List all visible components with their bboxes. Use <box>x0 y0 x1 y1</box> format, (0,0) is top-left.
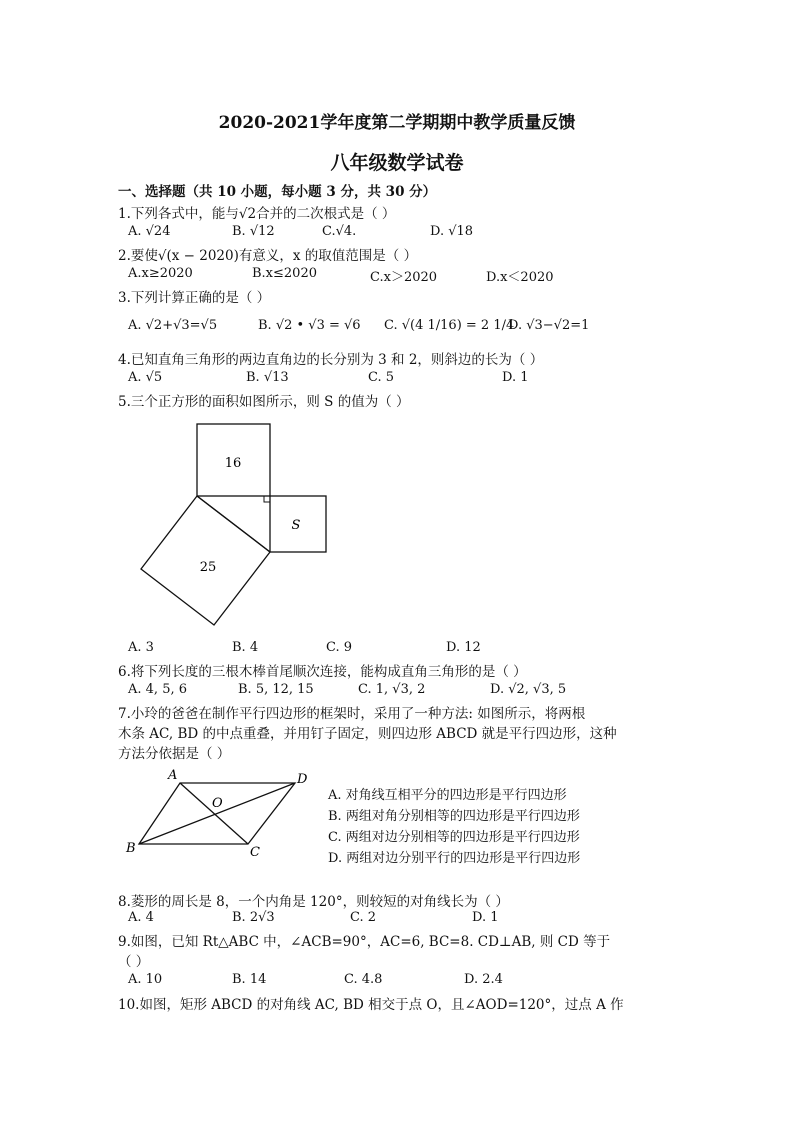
q5-squares-figure <box>130 415 345 635</box>
label-o: O <box>212 796 223 811</box>
q8-option-c: C. 2 <box>350 910 377 925</box>
q4-stem: 4.已知直角三角形的两边直角边的长分别为 3 和 2，则斜边的长为（ ） <box>118 352 544 368</box>
q7-option-b: B. 两组对角分别相等的四边形是平行四边形 <box>328 809 580 824</box>
q3-option-d: D. √3−√2=1 <box>508 318 590 333</box>
right-angle-mark <box>264 496 270 502</box>
q8-option-a: A. 4 <box>128 910 154 925</box>
label-16: 16 <box>224 456 242 471</box>
q8-option-b: B. 2√3 <box>232 910 275 925</box>
q4-option-d: D. 1 <box>502 370 529 385</box>
q4-option-b: B. √13 <box>246 370 289 385</box>
q6-option-b: B. 5, 12, 15 <box>238 682 314 697</box>
q1-option-b: B. √12 <box>232 224 275 239</box>
exam-title: 2020-2021学年度第二学期期中教学质量反馈 <box>218 113 576 133</box>
q7-line2: 木条 AC, BD 的中点重叠，并用钉子固定，则四边形 ABCD 就是平行四边形，这种 <box>118 726 617 742</box>
q8-option-d: D. 1 <box>472 910 499 925</box>
q2-stem: 2.要使√(x − 2020)有意义，x 的取值范围是（ ） <box>118 248 418 264</box>
label-a: A <box>168 768 178 783</box>
q4-option-a: A. √5 <box>128 370 163 385</box>
q2-option-b: B.x≤2020 <box>252 266 317 281</box>
q1-stem: 1.下列各式中，能与√2合并的二次根式是（ ） <box>118 206 396 222</box>
q2-option-d: D.x＜2020 <box>486 270 554 285</box>
q1-option-c: C.√4. <box>322 224 357 239</box>
q1-option-d: D. √18 <box>430 224 474 239</box>
q7-line1: 7.小玲的爸爸在制作平行四边形的框架时，采用了一种方法: 如图所示，将两根 <box>118 706 586 722</box>
section-heading: 一、选择题（共 10 小题，每小题 3 分，共 30 分） <box>118 184 437 200</box>
diagonal-ac <box>180 783 248 844</box>
q5-stem: 5.三个正方形的面积如图所示，则 S 的值为（ ） <box>118 394 410 410</box>
q10-line1: 10.如图，矩形 ABCD 的对角线 AC, BD 相交于点 O，且∠AOD=120°，过点 A 作 <box>118 997 624 1013</box>
q7-option-c: C. 两组对边分别相等的四边形是平行四边形 <box>328 830 580 845</box>
q5-option-b: B. 4 <box>232 640 259 655</box>
label-c: C <box>250 845 260 860</box>
label-25: 25 <box>199 560 217 575</box>
label-b: B <box>126 841 136 856</box>
q9-option-c: C. 4.8 <box>344 972 383 987</box>
q6-option-d: D. √2, √3, 5 <box>490 682 567 697</box>
q6-option-a: A. 4, 5, 6 <box>128 682 187 697</box>
q9-option-a: A. 10 <box>128 972 163 987</box>
q9-line1: 9.如图，已知 Rt△ABC 中，∠ACB=90°，AC=6, BC=8. CD⊥AB, 则 CD 等于 <box>118 934 611 950</box>
q6-option-c: C. 1, √3, 2 <box>358 682 426 697</box>
q3-option-b: B. √2 • √3 = √6 <box>258 318 361 333</box>
label-d: D <box>297 772 308 787</box>
q2-option-c: C.x＞2020 <box>370 270 438 285</box>
q2-option-a: A.x≥2020 <box>128 266 193 281</box>
q9-option-d: D. 2.4 <box>464 972 503 987</box>
q9-option-b: B. 14 <box>232 972 267 987</box>
q7-line3: 方法分依据是（ ） <box>118 746 231 762</box>
label-s: S <box>291 518 301 533</box>
q8-stem: 8.菱形的周长是 8，一个内角是 120°，则较短的对角线长为（ ） <box>118 894 509 910</box>
q7-option-d: D. 两组对边分别平行的四边形是平行四边形 <box>328 851 581 866</box>
q3-option-a: A. √2+√3=√5 <box>128 318 218 333</box>
q1-option-a: A. √24 <box>128 224 171 239</box>
q7-parallelogram-figure <box>124 764 324 864</box>
q7-option-a: A. 对角线互相平分的四边形是平行四边形 <box>328 788 567 803</box>
q5-option-c: C. 9 <box>326 640 353 655</box>
q9-line2: （ ） <box>118 954 150 970</box>
q6-stem: 6.将下列长度的三根木棒首尾顺次连接，能构成直角三角形的是（ ） <box>118 664 527 680</box>
q3-stem: 3.下列计算正确的是（ ） <box>118 290 271 306</box>
exam-subtitle: 八年级数学试卷 <box>330 152 464 174</box>
q5-option-a: A. 3 <box>128 640 154 655</box>
q3-option-c: C. √(4 1/16) = 2 1/4 <box>384 318 515 333</box>
q5-option-d: D. 12 <box>446 640 481 655</box>
q4-option-c: C. 5 <box>368 370 395 385</box>
